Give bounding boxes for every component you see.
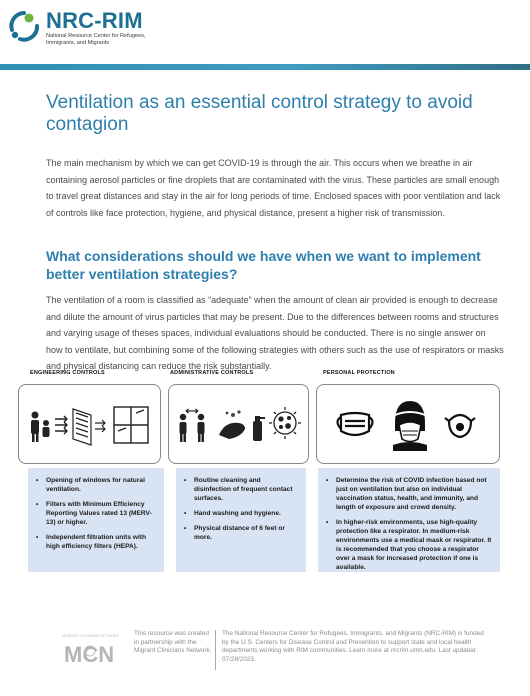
engineering-controls-label: ENGINEERING CONTROLS <box>30 370 105 376</box>
list-item: • Hand washing and hygiene. <box>184 509 298 518</box>
footer-funding-text: The National Resource Center for Refugees, Immigrants, and Migrants (NRC-RIM) is funded by the U.S. Centers for Disease Control and Prevention to support state and local health departments working with RIM communities. Learn more at nrcrim.umn.edu. Last updated 07/28/2023. <box>222 630 484 663</box>
personal-protection-label: PERSONAL PROTECTION <box>323 370 395 376</box>
mcn-logo-text: MCN <box>64 642 115 667</box>
surgical-mask-icon <box>338 413 373 435</box>
list-item: • Determine the risk of COVID infection based not just on ventilation but also on individual vaccination status, health, and immunity, and length of exposure and crowd density. <box>326 476 492 512</box>
ventilation-paragraph: The ventilation of a room is classified as “adequate” when the amount of clean air provided is enough to decrease and dilute the amount of virus particles that may be present. Due to the differences between rooms and structures and varying usage of theses spaces, individual evaluations should be conducted. There is no single answer on how to ventilate, but combining some of the following strategies with others such as the use of respirators or masks and physical distancing can reduce the risk substantially. <box>46 295 504 371</box>
administrative-controls-label: ADMINISTRATIVE CONTROLS <box>170 370 254 376</box>
mcn-caption: MIGRANT CLINICIANS NETWORK <box>62 634 120 638</box>
list-item: • Independent filtration units with high efficiency filters (HEPA). <box>36 533 156 551</box>
section-subtitle: What considerations should we have when we want to implement better ventilation strategies? <box>46 248 481 282</box>
list-item: • Physical distance of 6 feet or more. <box>184 524 298 542</box>
header-bar <box>0 64 530 70</box>
list-item: • Opening of windows for natural ventilation. <box>36 476 156 494</box>
footer-divider <box>215 630 216 670</box>
respirator-person-icon <box>393 401 427 451</box>
personal-icons-box <box>316 384 500 464</box>
personal-protection-panel <box>0 370 530 616</box>
page-title: Ventilation as an essential control strategy to avoid contagion <box>46 92 473 135</box>
footer-partnership-text: This resource was created in partnership with the Migrant Clinicians Network. <box>134 630 212 655</box>
globe-logo-icon <box>6 8 42 44</box>
list-item: • In higher-risk environments, use high-quality protection like a respirator. In medium-risk environments use a medical mask or respirator. It is recommended that you choose a respirator over a mask for increased protection if one is available. <box>326 518 492 572</box>
footer <box>0 626 530 696</box>
org-full-name: National Resource Center for Refugees, Immigrants, and Migrants <box>46 33 146 46</box>
header <box>0 0 530 70</box>
mcn-logo-icon <box>60 632 124 672</box>
org-short-name: NRC-RIM <box>46 8 143 33</box>
list-item: • Routine cleaning and disinfection of frequent contact surfaces. <box>184 476 298 503</box>
n95-mask-icon <box>445 415 475 437</box>
intro-paragraph: The main mechanism by which we can get COVID-19 is through the air. This occurs when we breathe in air containing aerosol particles or fine droplets that are contaminated with the virus. These particles are small enough to travel great distances and stay in the air for long periods of time. Enclosed spaces with poor ventilation and lack of controls like face protection, hygiene, and physical distance, present a higher risk of transmission. <box>46 158 501 218</box>
personal-list <box>318 468 500 572</box>
list-item: • Filters with Minimum Efficiency Reporting Values rated 13 (MERV-13) or higher. <box>36 500 156 527</box>
